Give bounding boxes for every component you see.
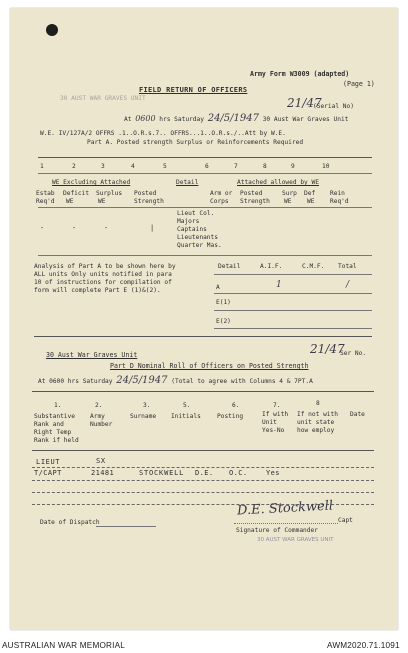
unit-stamp: 30 AUST WAR GRAVES UNIT	[257, 537, 334, 543]
analysis-row-a: A	[216, 284, 220, 291]
part-d-unit: 30 Aust War Graves Unit	[46, 351, 138, 359]
pd-hdr-right-temp: Right Temp	[34, 429, 72, 436]
footer-accession: AWM2020.71.1091	[327, 641, 400, 650]
sub-estab: Estab	[36, 190, 55, 197]
sub-we-4: WE	[307, 198, 315, 205]
pd-hdr-posting: Posting	[217, 413, 244, 420]
sub-arm: Arm or	[210, 190, 233, 197]
rank-lieut-col: Lieut Col.	[177, 210, 215, 217]
signature-label: Signature of Commander	[236, 527, 318, 534]
pd-col-num-6: 6.	[232, 402, 240, 409]
rank-majors: Majors	[177, 218, 200, 225]
document-title: FIELD RETURN OF OFFICERS	[139, 86, 248, 94]
col-num-3: 3	[101, 163, 105, 170]
part-d-ser-label: Ser No.	[340, 350, 367, 357]
pd-hdr-date: Date	[350, 411, 365, 418]
serial-label: (Serial No)	[313, 103, 354, 110]
sub-posted-r: Posted	[240, 190, 263, 197]
dash-col4: |	[150, 224, 155, 232]
pd-hdr-army: Army	[90, 413, 105, 420]
pd-hdr-number: Number	[90, 421, 113, 428]
sub-corps: Corps	[210, 198, 229, 205]
establishment-line: W.E. IV/127A/2 OFFRS .1..O.R.s.7.. OFFRS...1..O.R.s./..Att by W.E.	[40, 130, 286, 137]
group-attached: Attached allowed by WE	[237, 179, 319, 186]
pd-hdr-unit-state: unit state	[297, 419, 335, 426]
punch-hole	[46, 24, 58, 36]
analysis-row-a-total: /	[346, 280, 350, 290]
sub-strength-r: Strength	[240, 198, 270, 205]
analysis-header-aif: A.I.F.	[260, 263, 283, 270]
pd-col-num-3: 3.	[143, 402, 151, 409]
pd-row-surname: STOCKWELL	[139, 469, 185, 477]
sub-rein: Rein	[330, 190, 345, 197]
dash-col1: -	[40, 224, 45, 232]
sub-surp: Surp	[282, 190, 297, 197]
col-num-9: 9	[291, 163, 295, 170]
rank-captains: Captains	[177, 226, 207, 233]
pd-row-rank-lieut: LIEUT	[36, 458, 61, 466]
date-of-dispatch: Date of Dispatch	[40, 519, 100, 526]
pd-hdr-surname: Surname	[130, 413, 157, 420]
footer-institution: AUSTRALIAN WAR MEMORIAL	[2, 641, 126, 650]
pd-row-sx: SX	[96, 457, 106, 465]
sub-we-2: WE	[98, 198, 106, 205]
pd-hdr-unit: Unit	[262, 419, 277, 426]
pd-row-posting: O.C.	[229, 469, 248, 477]
col-num-4: 4	[131, 163, 135, 170]
serial-number-handwritten: 21/47	[287, 96, 322, 110]
sub-surplus: Surplus	[96, 190, 123, 197]
analysis-text-1: Analysis of Part A to be shown here by	[34, 263, 176, 270]
pd-col-num-1: 1.	[54, 402, 62, 409]
pd-row-yes: Yes	[266, 469, 280, 477]
sub-reqd-r: Req'd	[330, 198, 349, 205]
rank-quarter-mas: Quarter Mas.	[177, 242, 222, 249]
dash-col2: -	[72, 224, 77, 232]
pd-hdr-initials: Initials	[171, 413, 201, 420]
dash-col3: -	[104, 224, 109, 232]
part-a-heading: Part A. Posted strength Surplus or Reinforcements Required	[87, 139, 304, 146]
sub-def: Def	[304, 190, 316, 197]
pd-col-num-8: 8	[316, 400, 320, 407]
col-num-1: 1	[40, 163, 44, 170]
sub-deficit: Deficit	[63, 190, 90, 197]
capt-label: Capt	[338, 517, 353, 524]
part-d-serial-handwritten: 21/47	[310, 342, 345, 356]
commander-signature: D.E. Stockwell	[236, 498, 334, 519]
sub-reqd: Req'd	[36, 198, 55, 205]
col-num-2: 2	[72, 163, 76, 170]
part-d-at-line: At 0600 hrs Saturday 24/5/1947 (Total to agree with Columns 4 & 7PT.A	[38, 375, 313, 386]
pd-row-rank-tcapt: T/CAPT	[34, 469, 62, 477]
analysis-row-e2: E(2)	[216, 318, 231, 325]
sub-posted: Posted	[134, 190, 157, 197]
group-detail: Detail	[176, 179, 199, 186]
analysis-header-detail: Detail	[218, 263, 241, 270]
pd-row-initials: D.E.	[195, 469, 214, 477]
analysis-text-4: form will complete Part E (1)&(2).	[34, 287, 161, 294]
page-number: (Page 1)	[343, 80, 375, 88]
pd-row-number: 21481	[91, 469, 115, 477]
col-num-5: 5	[163, 163, 167, 170]
pd-hdr-substantive: Substantive	[34, 413, 75, 420]
pd-hdr-rank-if-held: Rank if held	[34, 437, 79, 444]
pd-col-num-2: 2.	[95, 402, 103, 409]
col-num-6: 6	[205, 163, 209, 170]
pd-hdr-if-not-with: If not with	[297, 411, 338, 418]
sub-we-1: WE	[66, 198, 74, 205]
analysis-row-e1: E(1)	[216, 299, 231, 306]
pd-hdr-rank-and: Rank and	[34, 421, 64, 428]
pd-col-num-7: 7.	[273, 402, 281, 409]
col-num-10: 10	[322, 163, 330, 170]
col-num-8: 8	[263, 163, 267, 170]
rank-lieutenants: Lieutenants	[177, 234, 218, 241]
part-d-title: Part D Nominal Roll of Officers on Posted Strength	[110, 362, 309, 370]
analysis-text-2: ALL units Only units notified in para	[34, 271, 172, 278]
sub-strength: Strength	[134, 198, 164, 205]
group-we-excluding: WE Excluding Attached	[52, 179, 131, 186]
analysis-text-3: 10 of instructions for compilation of	[34, 279, 172, 286]
pd-hdr-how-employ: how employ	[297, 427, 335, 434]
faded-unit-stamp: 30 AUST WAR GRAVES UNIT	[60, 95, 146, 102]
analysis-header-total: Total	[338, 263, 357, 270]
analysis-header-cmf: C.M.F.	[302, 263, 325, 270]
pd-hdr-yes-no: Yes-No	[262, 427, 285, 434]
analysis-row-a-aif: 1	[276, 280, 282, 290]
sub-we-3: WE	[284, 198, 292, 205]
form-number: Army Form W3009 (adapted)	[250, 70, 350, 78]
at-line: At 0600 hrs Saturday 24/5/1947 30 Aust War Graves Unit	[124, 113, 349, 124]
col-num-7: 7	[234, 163, 238, 170]
pd-hdr-if-with: If with	[262, 411, 289, 418]
pd-col-num-5: 5.	[183, 402, 191, 409]
